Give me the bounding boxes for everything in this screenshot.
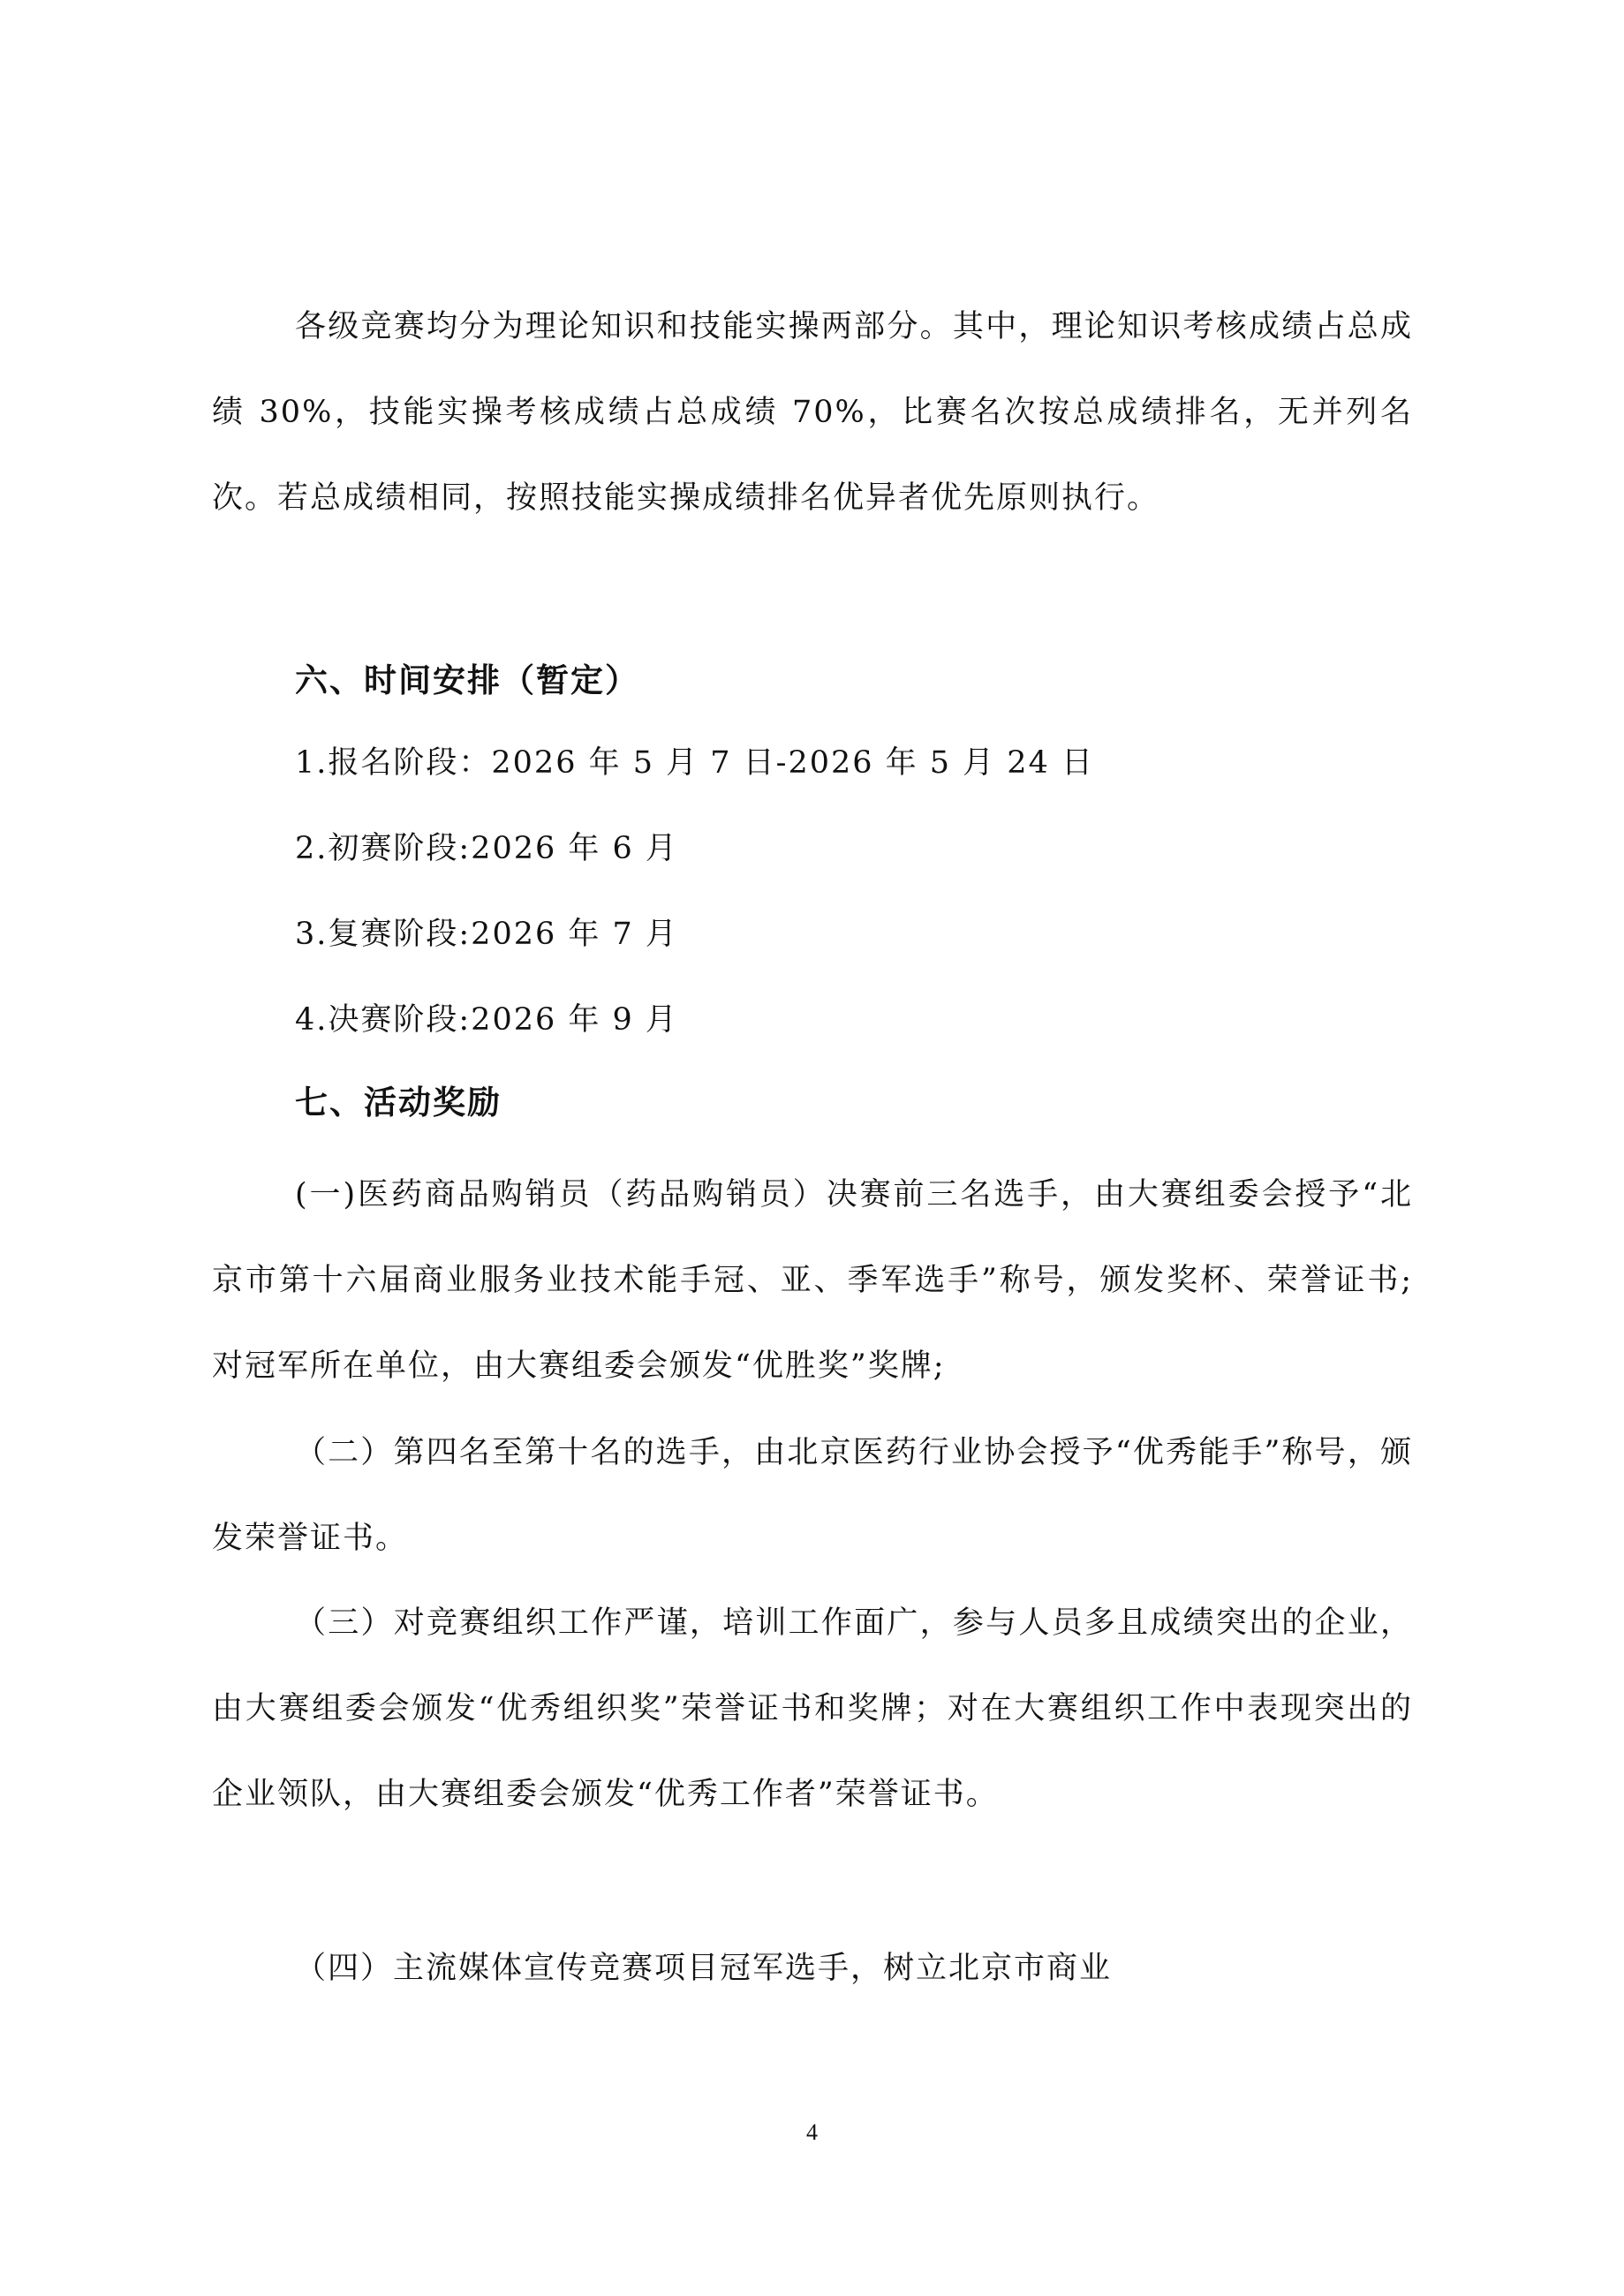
schedule-item-registration: 1.报名阶段：2026 年 5 月 7 日-2026 年 5 月 24 日	[295, 745, 1094, 781]
schedule-heading: 六、时间安排（暂定）	[295, 661, 639, 699]
awards-heading: 七、活动奖励	[295, 1084, 502, 1122]
schedule-item-preliminary: 2.初赛阶段:2026 年 6 月	[295, 831, 678, 866]
award-item-1: (一)医药商品购销员（药品购销员）决赛前三名选手，由大赛组委会授予“北京市第十六届商业服务业技术能手冠、亚、季军选手”称号，颁发奖杯、荣誉证书;对冠军所在单位，由大赛组委会颁发“优胜奖”奖牌;	[212, 1177, 1413, 1384]
award-item-3: （三）对竞赛组织工作严谨，培训工作面广，参与人员多且成绩突出的企业，由大赛组委会颁发“优秀组织奖”荣誉证书和奖牌；对在大赛组织工作中表现突出的企业领队，由大赛组委会颁发“优秀工作者”荣誉证书。	[212, 1605, 1413, 1812]
award-item-4: （四）主流媒体宣传竞赛项目冠军选手，树立北京市商业	[295, 1951, 1113, 1986]
scoring-paragraph: 各级竞赛均分为理论知识和技能实操两部分。其中，理论知识考核成绩占总成绩 30%，技能实操考核成绩占总成绩 70%，比赛名次按总成绩排名，无并列名次。若总成绩相同，按照技能实操成绩排名优异者优先原则执行。	[212, 309, 1413, 516]
schedule-item-semifinal: 3.复赛阶段:2026 年 7 月	[295, 917, 678, 952]
award-item-2: （二）第四名至第十名的选手，由北京医药行业协会授予“优秀能手”称号，颁发荣誉证书。	[212, 1435, 1413, 1556]
page-number: 4	[806, 2119, 818, 2145]
schedule-item-final: 4.决赛阶段:2026 年 9 月	[295, 1002, 678, 1038]
